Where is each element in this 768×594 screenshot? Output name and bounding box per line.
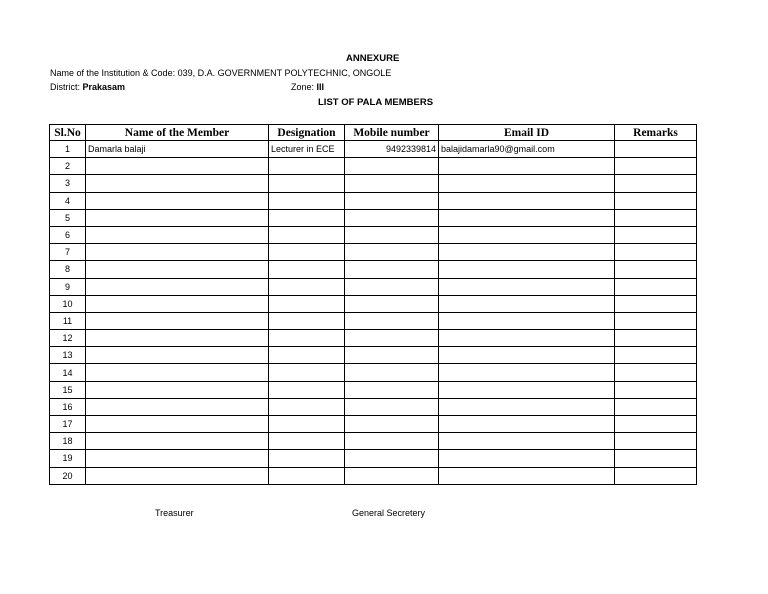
cell-slno: 20 [50,467,86,484]
table-row [50,467,697,484]
cell-remarks [615,450,697,467]
list-title: LIST OF PALA MEMBERS [318,97,434,108]
table-row [50,209,697,226]
cell-email [439,450,615,467]
table-row [50,450,697,467]
cell-mobile [345,467,439,484]
cell-slno: 4 [50,192,86,209]
table-row [50,226,697,243]
cell-mobile [345,244,439,261]
cell-mobile [345,433,439,450]
cell-remarks [615,209,697,226]
column-header-designation: Designation [269,125,345,141]
table-row [50,244,697,261]
cell-slno: 18 [50,433,86,450]
column-header-mobile: Mobile number [345,125,439,141]
cell-designation [269,381,345,398]
table-row [50,433,697,450]
cell-designation [269,330,345,347]
cell-member-name [86,347,269,364]
cell-email [439,330,615,347]
cell-designation [269,416,345,433]
column-header-slno: Sl.No [50,125,86,141]
table-row [50,158,697,175]
cell-email [439,312,615,329]
cell-designation [269,312,345,329]
cell-email [439,433,615,450]
cell-email [439,261,615,278]
table-row [50,261,697,278]
cell-designation [269,158,345,175]
cell-member-name [86,175,269,192]
cell-designation [269,175,345,192]
cell-designation [269,261,345,278]
column-header-remarks: Remarks [615,125,697,141]
cell-email [439,295,615,312]
cell-designation [269,192,345,209]
cell-email [439,278,615,295]
cell-remarks [615,398,697,415]
institution-value: 039, D.A. GOVERNMENT POLYTECHNIC, ONGOLE [177,68,392,78]
cell-email [439,192,615,209]
table-row [50,295,697,312]
members-table [49,124,697,485]
institution-line [50,68,391,78]
cell-designation [269,450,345,467]
cell-slno: 2 [50,158,86,175]
cell-email [439,398,615,415]
table-row [50,141,697,158]
cell-remarks [615,416,697,433]
cell-member-name: Damarla balaji [86,141,269,158]
cell-mobile [345,158,439,175]
cell-email: balajidamarla90@gmail.com [439,141,615,158]
table-row [50,398,697,415]
institution-label: Name of the Institution & Code: [50,68,176,78]
cell-member-name [86,467,269,484]
cell-slno: 6 [50,226,86,243]
cell-mobile [345,398,439,415]
cell-member-name [86,226,269,243]
cell-email [439,209,615,226]
cell-member-name [86,416,269,433]
cell-remarks [615,244,697,261]
cell-remarks [615,312,697,329]
cell-mobile [345,209,439,226]
cell-slno: 10 [50,295,86,312]
cell-slno: 8 [50,261,86,278]
cell-mobile [345,330,439,347]
table-row [50,381,697,398]
cell-mobile [345,312,439,329]
zone-line [291,82,324,92]
cell-mobile [345,295,439,312]
cell-slno: 16 [50,398,86,415]
cell-mobile [345,261,439,278]
cell-mobile [345,416,439,433]
cell-member-name [86,450,269,467]
cell-email [439,416,615,433]
district-value: Prakasam [82,82,126,92]
table-row [50,192,697,209]
cell-slno: 14 [50,364,86,381]
cell-member-name [86,312,269,329]
annexure-title: ANNEXURE [346,53,400,64]
zone-value: III [316,82,325,92]
cell-mobile [345,175,439,192]
cell-slno: 15 [50,381,86,398]
cell-remarks [615,295,697,312]
column-header-name: Name of the Member [86,125,269,141]
cell-remarks [615,278,697,295]
cell-designation [269,244,345,261]
cell-mobile [345,450,439,467]
cell-slno: 17 [50,416,86,433]
cell-remarks [615,467,697,484]
cell-email [439,226,615,243]
cell-member-name [86,398,269,415]
cell-email [439,175,615,192]
cell-remarks [615,192,697,209]
cell-designation [269,278,345,295]
cell-designation [269,226,345,243]
cell-member-name [86,244,269,261]
cell-mobile: 9492339814 [345,141,439,158]
cell-remarks [615,141,697,158]
cell-remarks [615,261,697,278]
cell-email [439,158,615,175]
table-header-row [50,125,697,141]
table-row [50,175,697,192]
table-row [50,330,697,347]
cell-slno: 12 [50,330,86,347]
table-row [50,416,697,433]
cell-designation [269,398,345,415]
cell-slno: 1 [50,141,86,158]
cell-slno: 11 [50,312,86,329]
cell-designation [269,295,345,312]
treasurer-label: Treasurer [155,508,194,518]
cell-member-name [86,261,269,278]
cell-email [439,467,615,484]
district-label: District: [50,82,80,92]
district-line [50,82,125,92]
table-row [50,364,697,381]
cell-member-name [86,192,269,209]
cell-slno: 7 [50,244,86,261]
cell-member-name [86,295,269,312]
table-row [50,347,697,364]
cell-remarks [615,226,697,243]
cell-slno: 19 [50,450,86,467]
cell-mobile [345,347,439,364]
cell-member-name [86,209,269,226]
cell-slno: 5 [50,209,86,226]
cell-email [439,244,615,261]
cell-member-name [86,381,269,398]
cell-designation [269,209,345,226]
cell-member-name [86,278,269,295]
cell-member-name [86,364,269,381]
table-row [50,312,697,329]
table-row [50,278,697,295]
cell-slno: 13 [50,347,86,364]
cell-remarks [615,381,697,398]
cell-remarks [615,330,697,347]
cell-remarks [615,347,697,364]
cell-remarks [615,433,697,450]
cell-designation: Lecturer in ECE [269,141,345,158]
cell-member-name [86,158,269,175]
cell-mobile [345,278,439,295]
cell-mobile [345,192,439,209]
cell-email [439,381,615,398]
cell-remarks [615,175,697,192]
cell-remarks [615,364,697,381]
cell-member-name [86,330,269,347]
cell-mobile [345,226,439,243]
cell-designation [269,467,345,484]
column-header-email: Email ID [439,125,615,141]
cell-member-name [86,433,269,450]
cell-email [439,364,615,381]
cell-designation [269,364,345,381]
cell-email [439,347,615,364]
zone-label: Zone: [291,82,315,92]
cell-slno: 9 [50,278,86,295]
cell-slno: 3 [50,175,86,192]
cell-mobile [345,381,439,398]
cell-designation [269,433,345,450]
general-secretary-label: General Secretery [352,508,426,518]
cell-mobile [345,364,439,381]
cell-remarks [615,158,697,175]
cell-designation [269,347,345,364]
